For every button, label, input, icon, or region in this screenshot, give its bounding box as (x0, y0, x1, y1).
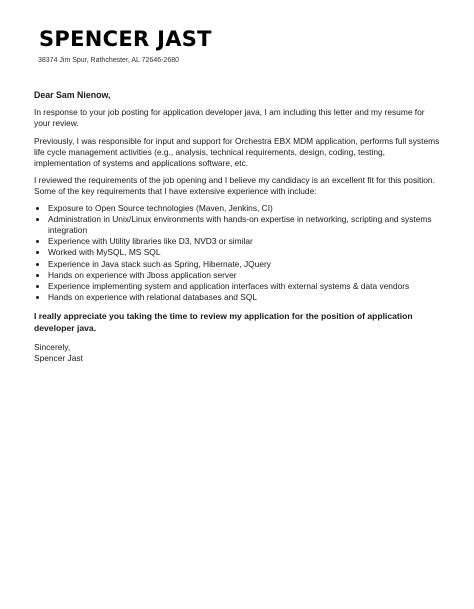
list-item: • Experience with Utility libraries like D3, NVD3 or similar (48, 236, 440, 247)
closing-statement: I really appreciate you taking the time to review my application for the position of application developer java. (34, 311, 413, 333)
paragraph-previous-role: Previously, I was responsible for input and support for Orchestra EBX MDM application, performs full systems life cycle management activities (e.g., analysis, technical requirements, design, coding, testing, implementation of systems and applications software, etc. (34, 135, 440, 169)
list-item: • Hands on experience with Jboss application server (48, 270, 440, 281)
applicant-address: 38374 Jim Spur, Rathchester, AL 72646-2680 (38, 57, 180, 64)
letter-body (34, 90, 440, 364)
signoff: Sincerely, (34, 341, 71, 352)
list-item: • Administration in Unix/Linux environments with hands-on expertise in networking, scripting and systems integration (48, 214, 440, 236)
list-item: • Worked with MySQL, MS SQL (48, 247, 440, 258)
salutation: Dear Sam Nienow, (34, 90, 111, 100)
list-item: • Exposure to Open Source technologies (Maven, Jenkins, CI) (48, 203, 440, 214)
requirements-list (34, 203, 440, 304)
list-item: • Experience implementing system and application interfaces with external systems & data vendors (48, 281, 440, 292)
list-item: • Hands on experience with relational databases and SQL (48, 292, 440, 303)
list-item: • Experience in Java stack such as Spring, Hibernate, JQuery (48, 259, 440, 270)
signature-name: Spencer Jast (34, 353, 83, 364)
paragraph-requirements: I reviewed the requirements of the job opening and I believe my candidacy is an excellent fit for this position. Some of the key requirements that I have extensive experience with include: (34, 175, 435, 197)
paragraph-intro: In response to your job posting for application developer java, I am including this letter and my resume for your review. (34, 107, 425, 129)
applicant-name: SPENCER JAST (39, 27, 212, 51)
